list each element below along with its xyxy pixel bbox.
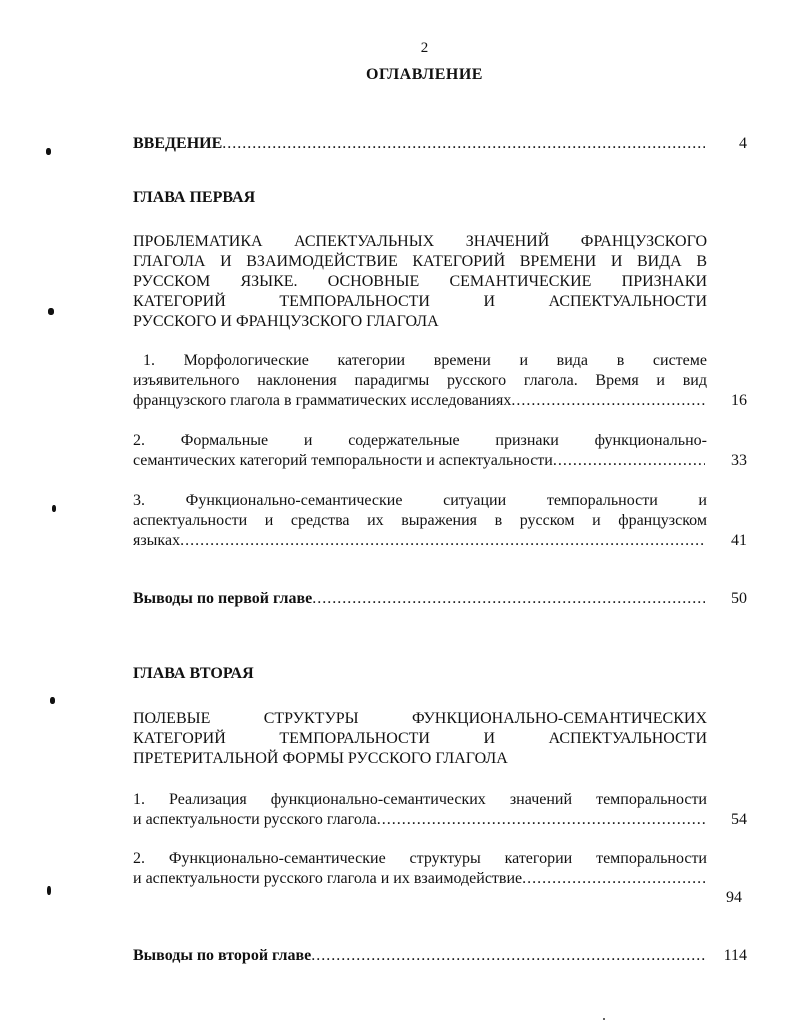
toc-entry-section[interactable] <box>133 491 747 551</box>
toc-page-number: 33 <box>731 452 747 469</box>
chapter-title <box>133 709 707 769</box>
toc-entry-section[interactable] <box>133 790 747 830</box>
page-title: ОГЛАВЛЕНИЕ <box>366 66 483 83</box>
toc-entry-line: аспектуальности и средства их выражения в русском и французском <box>133 512 707 529</box>
leader-dots <box>311 946 705 966</box>
toc-entry-conclusion[interactable] <box>133 946 747 966</box>
chapter-title-line: ПРЕТЕРИТАЛЬНОЙ ФОРМЫ РУССКОГО ГЛАГОЛА <box>133 750 508 767</box>
toc-entry-label: Выводы по второй главе <box>133 947 312 964</box>
toc-entry-label: ВВЕДЕНИЕ <box>133 135 223 152</box>
page-number: 2 <box>420 40 429 56</box>
toc-entry-line: изъявительного наклонения парадигмы русского глагола. Время и вид <box>133 372 707 389</box>
toc-entry-section[interactable] <box>133 431 747 471</box>
toc-entry-line: 3. Функционально-семантические ситуации темпоральности и <box>133 492 707 509</box>
toc-entry-intro[interactable] <box>133 134 747 154</box>
leader-dots <box>312 589 705 609</box>
leader-dots <box>553 451 705 471</box>
toc-entry-line: языках <box>133 532 181 549</box>
scan-speck <box>46 148 51 155</box>
scan-speck <box>48 308 54 315</box>
scan-speck <box>47 886 51 895</box>
toc-page-number: 114 <box>723 947 747 964</box>
toc-page-number: 50 <box>731 590 747 607</box>
chapter-title-line: ГЛАГОЛА И ВЗАИМОДЕЙСТВИЕ КАТЕГОРИЙ ВРЕМЕНИ И ВИДА В <box>133 253 707 270</box>
chapter-heading: ГЛАВА ПЕРВАЯ <box>133 189 256 206</box>
toc-page-number: 94 <box>726 889 742 906</box>
chapter-title-line: РУССКОМ ЯЗЫКЕ. ОСНОВНЫЕ СЕМАНТИЧЕСКИЕ ПРИЗНАКИ <box>133 273 707 290</box>
chapter-title-line: ПРОБЛЕМАТИКА АСПЕКТУАЛЬНЫХ ЗНАЧЕНИЙ ФРАНЦУЗСКОГО <box>133 233 707 250</box>
toc-entry-line: французского глагола в грамматических исследованиях <box>133 392 512 409</box>
toc-entry-line: 2. Функционально-семантические структуры категории темпоральности <box>133 850 707 867</box>
toc-entry-line: семантических категорий темпоральности и аспектуальности <box>133 452 553 469</box>
chapter-title-line: РУССКОГО И ФРАНЦУЗСКОГО ГЛАГОЛА <box>133 313 439 330</box>
chapter-heading: ГЛАВА ВТОРАЯ <box>133 665 254 682</box>
chapter-title <box>133 232 707 332</box>
toc-entry-line: 1. Реализация функционально-семантических значений темпоральности <box>133 791 707 808</box>
toc-entry-line: 1. Морфологические категории времени и вида в системе <box>143 352 707 369</box>
leader-dots <box>511 391 705 411</box>
toc-page-number: 16 <box>731 392 747 409</box>
chapter-title-line: КАТЕГОРИЙ ТЕМПОРАЛЬНОСТИ И АСПЕКТУАЛЬНОСТИ <box>133 293 707 310</box>
toc-entry-section[interactable] <box>133 849 747 889</box>
toc-page-number: 4 <box>739 135 747 152</box>
leader-dots <box>522 869 705 889</box>
leader-dots <box>180 531 705 551</box>
chapter-title-line: ПОЛЕВЫЕ СТРУКТУРЫ ФУНКЦИОНАЛЬНО-СЕМАНТИЧЕСКИХ <box>133 710 707 727</box>
toc-entry-conclusion[interactable] <box>133 589 747 609</box>
toc-entry-line: и аспектуальности русского глагола <box>133 811 377 828</box>
scan-speck <box>50 697 55 704</box>
leader-dots <box>222 134 705 154</box>
chapter-title-line: КАТЕГОРИЙ ТЕМПОРАЛЬНОСТИ И АСПЕКТУАЛЬНОСТИ <box>133 730 707 747</box>
scan-speck <box>603 1018 605 1020</box>
scan-speck <box>52 505 56 512</box>
toc-entry-label: Выводы по первой главе <box>133 590 313 607</box>
toc-entry-section[interactable] <box>133 351 747 411</box>
toc-entry-line: и аспектуальности русского глагола и их взаимодействие <box>133 870 523 887</box>
leader-dots <box>377 810 705 830</box>
toc-entry-line: 2. Формальные и содержательные признаки функционально- <box>133 432 707 449</box>
toc-page-number: 41 <box>731 532 747 549</box>
toc-page-number: 54 <box>731 811 747 828</box>
